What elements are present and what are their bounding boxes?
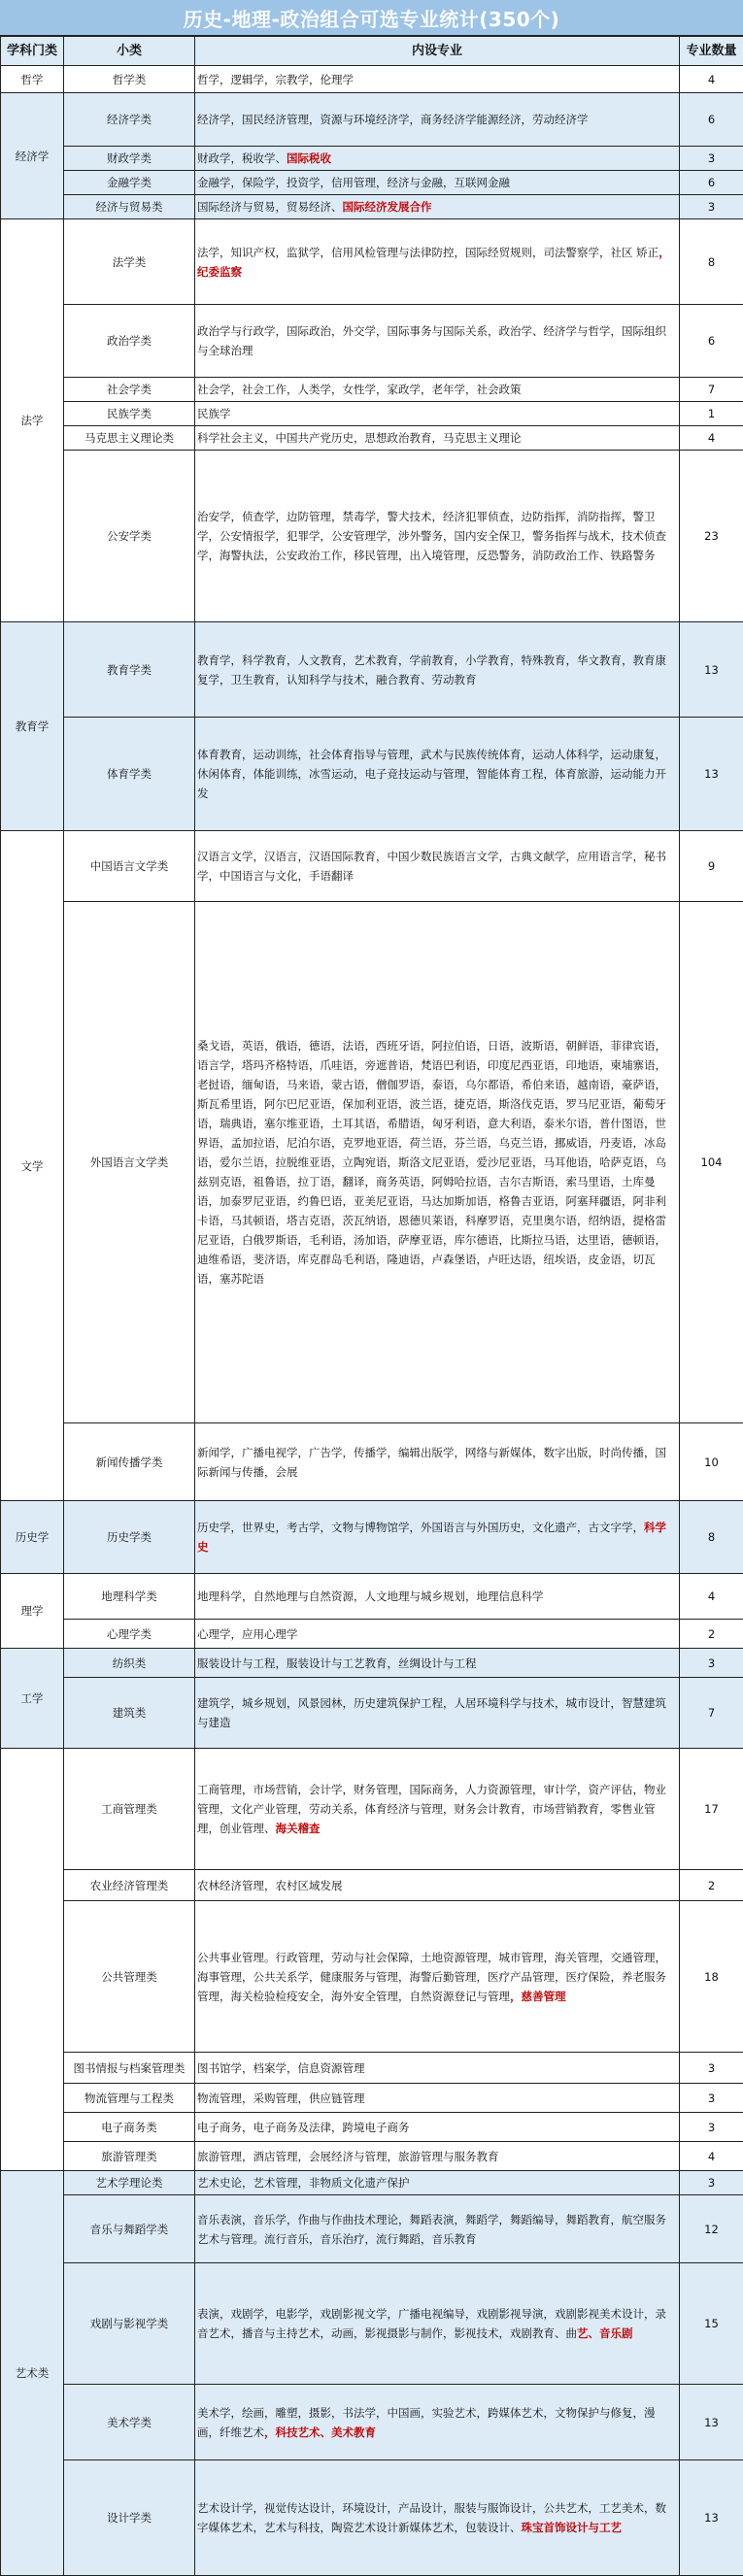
count-cell: 9	[680, 831, 743, 902]
table-row	[1, 2263, 743, 2385]
count-cell: 8	[680, 219, 743, 305]
new-majors-highlight: 科学史	[197, 1521, 666, 1554]
majors-cell	[195, 2053, 680, 2084]
table-row	[1, 2385, 743, 2460]
table-row	[1, 402, 743, 426]
count-cell: 4	[680, 66, 743, 93]
majors-text: 服装设计与工程，服装设计与工艺教育，丝绸设计与工程	[197, 1656, 477, 1670]
subclass-cell: 哲学类	[64, 66, 195, 93]
header-count: 专业数量	[680, 37, 743, 66]
majors-text: 历史学，世界史，考古学，文物与博物馆学，外国语言与外国历史，文化遗产，古文字学，	[197, 1521, 644, 1534]
majors-cell	[195, 2171, 680, 2195]
subclass-cell: 体育学类	[64, 718, 195, 831]
table-row	[1, 66, 743, 93]
majors-cell	[195, 2195, 680, 2263]
majors-text: 治安学，侦查学，边防管理，禁毒学，警犬技术，经济犯罪侦查，边防指挥，消防指挥，警卫学，公安情报学，犯罪学，公安管理学，涉外警务，国内安全保卫，警务指挥与战术，技术侦查学，海警执法，公安政治工作，移民管理，出入境管理，反恐警务，消防政治工作、铁路警务	[197, 510, 666, 562]
majors-cell	[195, 378, 680, 402]
subclass-cell: 艺术学理论类	[64, 2171, 195, 2195]
majors-cell	[195, 426, 680, 451]
majors-text: 科学社会主义，中国共产党历史，思想政治教育，马克思主义理论	[197, 431, 522, 445]
subclass-cell: 设计学类	[64, 2460, 195, 2576]
majors-cell	[195, 902, 680, 1423]
count-cell: 6	[680, 93, 743, 147]
count-cell: 13	[680, 2460, 743, 2576]
majors-cell	[195, 93, 680, 147]
majors-text: 体育教育，运动训练，社会体育指导与管理，武术与民族传统体育，运动人体科学，运动康复，休闲体育，体能训练，冰雪运动，电子竞技运动与管理，智能体育工程，体育旅游，运动能力开发	[197, 748, 666, 800]
header-majors: 内设专业	[195, 37, 680, 66]
table-row	[1, 305, 743, 378]
new-majors-highlight: 国际税收	[287, 151, 331, 165]
subclass-cell: 经济与贸易类	[64, 195, 195, 219]
count-cell: 3	[680, 2113, 743, 2142]
majors-cell	[195, 1901, 680, 2053]
count-cell: 2	[680, 1620, 743, 1649]
majors-text: 经济学，国民经济管理，资源与环境经济学，商务经济学能源经济，劳动经济学	[197, 113, 589, 126]
majors-text: 国际经济与贸易，贸易经济、	[197, 200, 343, 214]
count-cell: 4	[680, 1574, 743, 1620]
table-row	[1, 1574, 743, 1620]
new-majors-highlight: ，科技艺术、美术教育	[264, 2425, 376, 2439]
majors-cell	[195, 2385, 680, 2460]
majors-cell	[195, 1870, 680, 1901]
majors-text: 汉语言文学，汉语言，汉语国际教育，中国少数民族语言文学，古典文献学，应用语言学，秘书学，中国语言与文化，手语翻译	[197, 850, 666, 883]
category-cell	[1, 1749, 64, 2171]
subclass-cell: 戏剧与影视学类	[64, 2263, 195, 2385]
majors-text: 艺术设计学，视觉传达设计，环境设计，产品设计，服装与服饰设计，公共艺术，工艺美术，数字媒体艺术，艺术与科技，陶瓷艺术设计新媒体艺术，包装设计、	[197, 2501, 666, 2534]
subclass-cell: 图书情报与档案管理类	[64, 2053, 195, 2084]
count-cell: 13	[680, 622, 743, 718]
majors-cell	[195, 305, 680, 378]
count-cell: 3	[680, 2053, 743, 2084]
count-cell: 3	[680, 1649, 743, 1678]
header-row	[1, 37, 743, 66]
count-cell: 4	[680, 2142, 743, 2171]
count-cell: 13	[680, 2385, 743, 2460]
table-row	[1, 2171, 743, 2195]
count-cell: 23	[680, 451, 743, 622]
subclass-cell: 农业经济管理类	[64, 1870, 195, 1901]
majors-text: 哲学，逻辑学，宗教学，伦理学	[197, 73, 354, 86]
table-row	[1, 718, 743, 831]
majors-cell	[195, 2460, 680, 2576]
category-cell: 法学	[1, 219, 64, 622]
subclass-cell: 民族学类	[64, 402, 195, 426]
category-cell: 艺术类	[1, 2171, 64, 2576]
majors-cell	[195, 195, 680, 219]
majors-text: 民族学	[197, 407, 231, 420]
count-cell: 13	[680, 718, 743, 831]
majors-cell	[195, 1574, 680, 1620]
majors-text: 图书馆学，档案学，信息资源管理	[197, 2061, 365, 2075]
majors-text: 教育学，科学教育，人文教育，艺术教育，学前教育，小学教育，特殊教育，华文教育，教育康复学，卫生教育，认知科学与技术，融合教育、劳动教育	[197, 653, 666, 686]
category-cell: 理学	[1, 1574, 64, 1649]
majors-text: 物流管理，采购管理，供应链管理	[197, 2091, 365, 2105]
count-cell: 17	[680, 1749, 743, 1870]
majors-text: 地理科学，自然地理与自然资源，人文地理与城乡规划，地理信息科学	[197, 1589, 544, 1603]
majors-text: 旅游管理，酒店管理，会展经济与管理，旅游管理与服务教育	[197, 2150, 499, 2163]
subclass-cell: 历史学类	[64, 1501, 195, 1574]
majors-cell	[195, 1501, 680, 1574]
table-row	[1, 1749, 743, 1870]
subclass-cell: 金融学类	[64, 171, 195, 195]
count-cell: 15	[680, 2263, 743, 2385]
new-majors-highlight: 珠宝首饰设计与工艺	[522, 2521, 623, 2534]
table-row	[1, 147, 743, 171]
table-row	[1, 2460, 743, 2576]
category-cell: 工学	[1, 1649, 64, 1749]
majors-text: 音乐表演，音乐学，作曲与作曲技术理论，舞蹈表演，舞蹈学，舞蹈编导，舞蹈教育，航空服务艺术与管理。流行音乐，音乐治疗，流行舞蹈，音乐教育	[197, 2213, 666, 2246]
majors-text: 社会学，社会工作，人类学，女性学，家政学，老年学，社会政策	[197, 383, 522, 396]
majors-text: 财政学，税收学、	[197, 151, 287, 165]
table-row	[1, 1901, 743, 2053]
table-row	[1, 195, 743, 219]
majors-cell	[195, 2113, 680, 2142]
table-row	[1, 2195, 743, 2263]
subclass-cell: 旅游管理类	[64, 2142, 195, 2171]
subclass-cell: 建筑类	[64, 1678, 195, 1749]
majors-text: 工商管理，市场营销，会计学，财务管理，国际商务，人力资源管理，审计学，资产评估，物业管理，文化产业管理，劳动关系，体育经济与管理，财务会计教育，市场营销教育，零售业管理，创业管理、	[197, 1783, 666, 1835]
majors-text: 桑戈语，英语，俄语，德语，法语，西班牙语，阿拉伯语，日语，波斯语，朝鲜语，菲律宾语，语言学，塔玛齐格特语，爪哇语，旁遮普语，梵语巴利语，印度尼西亚语，印地语，柬埔寨语，老挝语，缅甸语，马来语，蒙古语，僧伽罗语，泰语，乌尔都语，希伯来语，越南语，豪萨语，斯瓦希里语，阿尔巴尼亚语，保加利亚语，波兰语，捷克语，斯洛伐克语，罗马尼亚语，葡萄牙语，瑞典语，塞尔维亚语，土耳其语，希腊语，匈牙利语，意大利语，泰米尔语，普什图语，世界语，孟加拉语，尼泊尔语，克罗地亚语，荷兰语，芬兰语，乌克兰语，挪威语，丹麦语，冰岛语，爱尔兰语，拉脱维亚语，立陶宛语，斯洛文尼亚语，爱沙尼亚语，马耳他语，哈萨克语，乌兹别克语，祖鲁语，拉丁语，翻译，商务英语，阿姆哈拉语，吉尔吉斯语，索马里语，土库曼语，加泰罗尼亚语，约鲁巴语，亚美尼亚语，马达加斯加语，格鲁吉亚语，阿塞拜疆语，阿非利卡语，马其顿语，塔吉克语，茨瓦纳语，恩德贝莱语，科摩罗语，克里奥尔语，绍纳语，提格雷尼亚语，白俄罗斯语，毛利语，汤加语，萨摩亚语，库尔德语，比斯拉马语，达里语，德顿语，迪维希语，斐济语，库克群岛毛利语，隆迪语，卢森堡语，卢旺达语，纽埃语，皮金语，切瓦语，塞苏陀语	[197, 1039, 666, 1286]
category-cell: 哲学	[1, 66, 64, 93]
category-cell: 教育学	[1, 622, 64, 831]
table-row	[1, 1649, 743, 1678]
subclass-cell: 法学类	[64, 219, 195, 305]
new-majors-highlight: ，慈善管理	[510, 1990, 566, 2003]
majors-cell	[195, 171, 680, 195]
count-cell: 104	[680, 902, 743, 1423]
subclass-cell: 地理科学类	[64, 1574, 195, 1620]
majors-cell	[195, 451, 680, 622]
new-majors-highlight: ，纪委监察	[197, 246, 670, 279]
majors-text: 表演，戏剧学，电影学，戏剧影视文学，广播电视编导，戏剧影视导演，戏剧影视美术设计，录音艺术，播音与主持艺术，动画，影视摄影与制作，影视技术，戏剧教育、曲	[197, 2307, 666, 2340]
count-cell: 3	[680, 147, 743, 171]
subclass-cell: 公安学类	[64, 451, 195, 622]
majors-text: 金融学，保险学，投资学，信用管理，经济与金融，互联网金融	[197, 176, 510, 189]
subclass-cell: 经济学类	[64, 93, 195, 147]
count-cell: 7	[680, 378, 743, 402]
count-cell: 1	[680, 402, 743, 426]
subclass-cell: 心理学类	[64, 1620, 195, 1649]
count-cell: 8	[680, 1501, 743, 1574]
count-cell: 10	[680, 1423, 743, 1501]
majors-text: 法学，知识产权，监狱学，信用风检管理与法律防控，国际经贸规则，司法警察学，社区 矫正	[197, 246, 659, 259]
subclass-cell: 公共管理类	[64, 1901, 195, 2053]
subclass-cell: 新闻传播学类	[64, 1423, 195, 1501]
subclass-cell: 美术学类	[64, 2385, 195, 2460]
table-row	[1, 1870, 743, 1901]
count-cell: 6	[680, 305, 743, 378]
count-cell: 12	[680, 2195, 743, 2263]
subclass-cell: 中国语言文学类	[64, 831, 195, 902]
table-row	[1, 2053, 743, 2084]
subclass-cell: 工商管理类	[64, 1749, 195, 1870]
page-title: 历史-地理-政治组合可选专业统计(350个)	[0, 0, 743, 36]
majors-cell	[195, 1423, 680, 1501]
new-majors-highlight: 海关稽查	[276, 1822, 321, 1835]
table-row	[1, 831, 743, 902]
count-cell: 3	[680, 195, 743, 219]
table-row	[1, 902, 743, 1423]
majors-cell	[195, 831, 680, 902]
majors-text: 美术学，绘画，雕塑，摄影，书法学，中国画，实验艺术，跨媒体艺术，文物保护与修复，漫画，纤维艺术	[197, 2406, 656, 2439]
majors-text: 新闻学，广播电视学，广告学，传播学，编辑出版学，网络与新媒体，数字出版，时尚传播，国际新闻与传播，会展	[197, 1446, 666, 1479]
new-majors-highlight: 国际经济发展合作	[343, 200, 432, 214]
majors-text: 农林经济管理，农村区域发展	[197, 1879, 343, 1892]
majors-text: 电子商务，电子商务及法律，跨境电子商务	[197, 2121, 410, 2134]
table-row	[1, 1678, 743, 1749]
subclass-cell: 财政学类	[64, 147, 195, 171]
subclass-cell: 音乐与舞蹈学类	[64, 2195, 195, 2263]
subclass-cell: 物流管理与工程类	[64, 2084, 195, 2113]
table-row	[1, 2113, 743, 2142]
majors-text: 心理学，应用心理学	[197, 1627, 298, 1641]
count-cell: 4	[680, 426, 743, 451]
count-cell: 18	[680, 1901, 743, 2053]
majors-cell	[195, 622, 680, 718]
header-category: 学科门类	[1, 37, 64, 66]
header-subclass: 小类	[64, 37, 195, 66]
count-cell: 6	[680, 171, 743, 195]
majors-text: 公共事业管理。行政管理，劳动与社会保障，土地资源管理，城市管理，海关管理，交通管理，海事管理，公共关系学，健康服务与管理，海警后勤管理，医疗产品管理，医疗保险，养老服务管理，海关检验检疫安全，海外安全管理，自然资源登记与管理	[197, 1951, 666, 2003]
majors-cell	[195, 1749, 680, 1870]
count-cell: 7	[680, 1678, 743, 1749]
majors-cell	[195, 402, 680, 426]
majors-cell	[195, 2084, 680, 2113]
table-row	[1, 378, 743, 402]
majors-text: 政治学与行政学，国际政治，外交学，国际事务与国际关系，政治学、经济学与哲学，国际组织与全球治理	[197, 324, 666, 357]
category-cell: 历史学	[1, 1501, 64, 1574]
table-row	[1, 451, 743, 622]
table-row	[1, 622, 743, 718]
subclass-cell: 社会学类	[64, 378, 195, 402]
table-row	[1, 426, 743, 451]
majors-cell	[195, 2142, 680, 2171]
table-body	[1, 66, 743, 2576]
count-cell: 3	[680, 2084, 743, 2113]
table-row	[1, 1501, 743, 1574]
count-cell: 2	[680, 1870, 743, 1901]
majors-cell	[195, 718, 680, 831]
new-majors-highlight: 艺、音乐剧	[577, 2326, 633, 2340]
majors-cell	[195, 66, 680, 93]
majors-cell	[195, 1620, 680, 1649]
majors-text: 建筑学，城乡规划，风景园林，历史建筑保护工程，人居环境科学与技术，城市设计，智慧建筑与建造	[197, 1696, 666, 1729]
table-row	[1, 2084, 743, 2113]
subclass-cell: 纺织类	[64, 1649, 195, 1678]
table-row	[1, 93, 743, 147]
majors-cell	[195, 1678, 680, 1749]
subclass-cell: 电子商务类	[64, 2113, 195, 2142]
count-cell: 3	[680, 2171, 743, 2195]
subclass-cell: 教育学类	[64, 622, 195, 718]
majors-cell	[195, 2263, 680, 2385]
table-row	[1, 2142, 743, 2171]
category-cell: 文学	[1, 831, 64, 1501]
majors-cell	[195, 147, 680, 171]
subclass-cell: 外国语言文学类	[64, 902, 195, 1423]
majors-text: 艺术史论，艺术管理，非物质文化遗产保护	[197, 2176, 410, 2190]
table-row	[1, 1423, 743, 1501]
table-row	[1, 219, 743, 305]
subclass-cell: 政治学类	[64, 305, 195, 378]
majors-table	[0, 36, 743, 2576]
table-row	[1, 1620, 743, 1649]
majors-cell	[195, 219, 680, 305]
table-row	[1, 171, 743, 195]
category-cell: 经济学	[1, 93, 64, 219]
majors-cell	[195, 1649, 680, 1678]
subclass-cell: 马克思主义理论类	[64, 426, 195, 451]
